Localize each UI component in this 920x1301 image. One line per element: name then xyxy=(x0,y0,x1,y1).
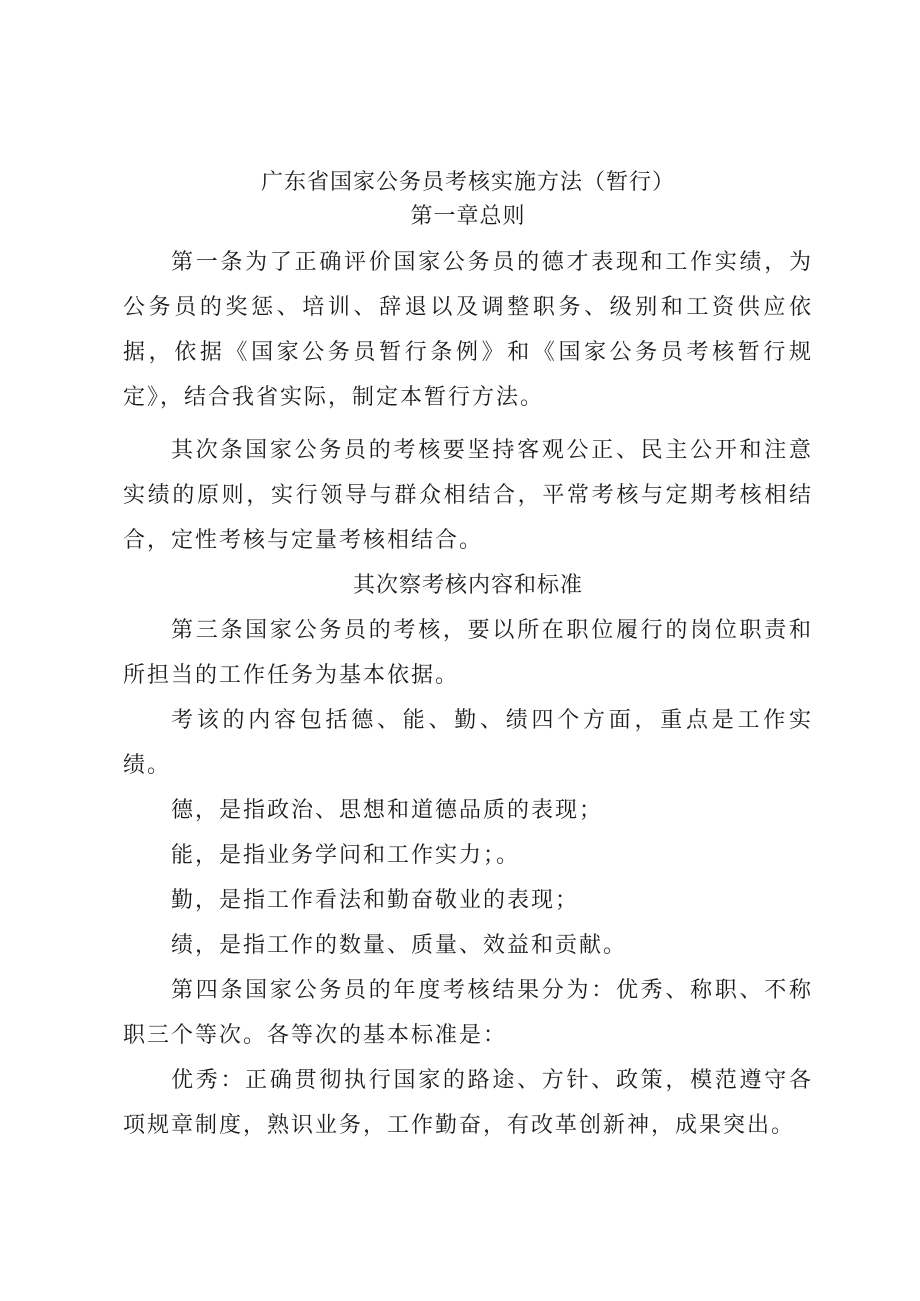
document-page xyxy=(123,166,813,1148)
chapter-heading-content: 其次察考核内容和标准 xyxy=(352,573,583,598)
spacer xyxy=(123,420,813,428)
article-3: 第三条国家公务员的考核，要以所在职位履行的岗位职责和所担当的工作任务为基本依据。 xyxy=(123,618,813,688)
chapter-heading-general: 第一章总则 xyxy=(410,204,526,229)
paragraph-neng: 能，是指业务学问和工作实力；。 xyxy=(171,843,521,868)
paragraph-content-scope: 考该的内容包括德、能、勤、绩四个方面，重点是工作实绩。 xyxy=(123,708,813,778)
paragraph-excellent: 优秀：正确贯彻执行国家的路途、方针、政策，模范遵守各项规章制度，熟识业务，工作勤奋，有改革创新神，成果突出。 xyxy=(123,1068,813,1138)
paragraph-de: 德，是指政治、思想和道德品质的表现； xyxy=(171,798,604,823)
paragraph-ji: 绩，是指工作的数量、质量、效益和贡献。 xyxy=(171,933,628,958)
article-2: 其次条国家公务员的考核要坚持客观公正、民主公开和注意实绩的原则，实行领导与群众相结合，平常考核与定期考核相结合，定性考核与定量考核相结合。 xyxy=(123,438,813,553)
document-title: 广东省国家公务员考核实施方法（暂行） xyxy=(260,170,675,195)
article-1: 第一条为了正确评价国家公务员的德才表现和工作实绩，为公务员的奖惩、培训、辞退以及调整职务、级别和工资供应依据，依据《国家公务员暂行条例》和《国家公务员考核暂行规定》，结合我省实际，制定本暂行方法。 xyxy=(123,250,813,410)
paragraph-qin: 勤，是指工作看法和勤奋敬业的表现； xyxy=(171,888,580,913)
article-4: 第四条国家公务员的年度考核结果分为：优秀、称职、不称职三个等次。各等次的基本标准是： xyxy=(123,978,813,1048)
